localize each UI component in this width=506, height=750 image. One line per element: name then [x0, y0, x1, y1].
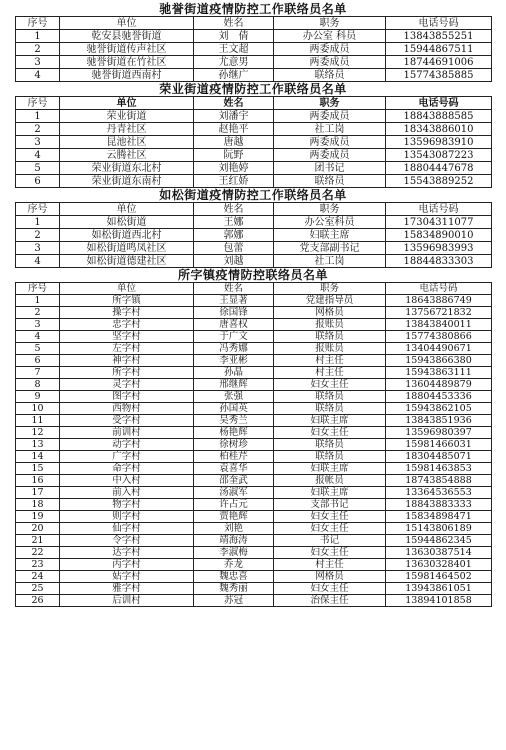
- cell-name: 刘艳: [194, 523, 274, 535]
- cell-phone: 15774380866: [386, 331, 492, 343]
- table-row: [16, 69, 492, 82]
- cell-index: 11: [16, 415, 60, 427]
- cell-position: 社工岗: [274, 123, 386, 136]
- header-name: 姓名: [194, 17, 274, 30]
- cell-index: 2: [16, 43, 60, 56]
- header-unit: 单位: [60, 97, 194, 110]
- cell-phone: 15774385885: [386, 69, 492, 82]
- cell-name: 魏忠喜: [194, 571, 274, 583]
- header-position: 职务: [274, 283, 386, 295]
- table-header-row: [16, 283, 492, 295]
- cell-position: 团书记: [274, 162, 386, 175]
- header-name: 姓名: [194, 97, 274, 110]
- cell-position: 报帐员: [274, 475, 386, 487]
- cell-unit: 受字村: [60, 415, 194, 427]
- cell-position: 联络员: [274, 69, 386, 82]
- cell-name: 王娜: [194, 216, 274, 229]
- table-row: [16, 149, 492, 162]
- table-row: [16, 43, 492, 56]
- cell-index: 8: [16, 379, 60, 391]
- cell-name: 徐树珍: [194, 439, 274, 451]
- cell-unit: 荣业街道东北村: [60, 162, 194, 175]
- cell-index: 18: [16, 499, 60, 511]
- contact-table-rongye: [15, 96, 492, 188]
- table-row: [16, 523, 492, 535]
- suozi-table-body: [16, 295, 492, 607]
- cell-unit: 驰誉街道传声社区: [60, 43, 194, 56]
- cell-name: 孙国英: [194, 403, 274, 415]
- cell-position: 妇女主任: [274, 547, 386, 559]
- cell-name: 赵艳平: [194, 123, 274, 136]
- cell-position: 妇联主席: [274, 229, 386, 242]
- cell-unit: 驰誉街道西南村: [60, 69, 194, 82]
- cell-unit: 左字村: [60, 343, 194, 355]
- cell-phone: 15143806189: [386, 523, 492, 535]
- cell-index: 17: [16, 487, 60, 499]
- table-row: [16, 242, 492, 255]
- cell-index: 2: [16, 123, 60, 136]
- cell-position: 两委成员: [274, 136, 386, 149]
- cell-phone: 13596983910: [386, 136, 492, 149]
- cell-index: 2: [16, 229, 60, 242]
- cell-index: 6: [16, 355, 60, 367]
- table-header-row: [16, 17, 492, 30]
- cell-position: 妇女主任: [274, 583, 386, 595]
- cell-name: 许占元: [194, 499, 274, 511]
- cell-unit: 命字村: [60, 463, 194, 475]
- cell-index: 10: [16, 403, 60, 415]
- contact-table-rusong: [15, 202, 492, 268]
- cell-index: 12: [16, 427, 60, 439]
- cell-unit: 驰誉街道在竹社区: [60, 56, 194, 69]
- cell-index: 1: [16, 216, 60, 229]
- cell-phone: 13630387514: [386, 547, 492, 559]
- cell-phone: 15944862345: [386, 535, 492, 547]
- header-position: 职务: [274, 97, 386, 110]
- cell-phone: 13843855251: [386, 30, 492, 43]
- cell-position: 联络员: [274, 439, 386, 451]
- cell-index: 15: [16, 463, 60, 475]
- cell-unit: 坚字村: [60, 331, 194, 343]
- header-phone: 电话号码: [386, 283, 492, 295]
- cell-phone: 18304485071: [386, 451, 492, 463]
- cell-index: 26: [16, 595, 60, 607]
- cell-position: 妇女主任: [274, 523, 386, 535]
- cell-position: 两委成员: [274, 56, 386, 69]
- cell-index: 21: [16, 535, 60, 547]
- cell-index: 6: [16, 175, 60, 188]
- header-index: 序号: [16, 283, 60, 295]
- cell-phone: 18843888585: [386, 110, 492, 123]
- cell-position: 网格员: [274, 571, 386, 583]
- cell-unit: 昆池社区: [60, 136, 194, 149]
- cell-name: 靖海涛: [194, 535, 274, 547]
- cell-position: 两委成员: [274, 110, 386, 123]
- cell-position: 联络员: [274, 391, 386, 403]
- cell-phone: 13604489879: [386, 379, 492, 391]
- cell-unit: 乾安县驰誉街道: [60, 30, 194, 43]
- cell-name: 刘艳婷: [194, 162, 274, 175]
- table-row: [16, 295, 492, 307]
- cell-index: 4: [16, 331, 60, 343]
- cell-name: 汤淑军: [194, 487, 274, 499]
- cell-phone: 13596983993: [386, 242, 492, 255]
- cell-phone: 15981466031: [386, 439, 492, 451]
- cell-phone: 18643886749: [386, 295, 492, 307]
- cell-index: 4: [16, 255, 60, 268]
- cell-name: 孙继广: [194, 69, 274, 82]
- table-header-row: [16, 97, 492, 110]
- header-unit: 单位: [60, 283, 194, 295]
- cell-name: 袁喜华: [194, 463, 274, 475]
- cell-index: 14: [16, 451, 60, 463]
- cell-name: 刘 倩: [194, 30, 274, 43]
- cell-phone: 13843851936: [386, 415, 492, 427]
- cell-phone: 15834890010: [386, 229, 492, 242]
- table-row: [16, 595, 492, 607]
- table-row: [16, 499, 492, 511]
- cell-name: 唐喜权: [194, 319, 274, 331]
- cell-index: 3: [16, 136, 60, 149]
- header-phone: 电话号码: [386, 17, 492, 30]
- cell-position: 村主任: [274, 355, 386, 367]
- cell-position: 两委成员: [274, 149, 386, 162]
- table-row: [16, 123, 492, 136]
- header-index: 序号: [16, 97, 60, 110]
- cell-position: 网格员: [274, 307, 386, 319]
- section-title-suozi: 所字镇疫情防控联络员名单: [177, 268, 328, 282]
- cell-unit: 雅字村: [60, 583, 194, 595]
- cell-name: 冯秀娜: [194, 343, 274, 355]
- cell-unit: 忠字村: [60, 319, 194, 331]
- cell-phone: 13756721832: [386, 307, 492, 319]
- cell-unit: 令字村: [60, 535, 194, 547]
- cell-index: 1: [16, 30, 60, 43]
- cell-index: 3: [16, 242, 60, 255]
- cell-phone: 13843840011: [386, 319, 492, 331]
- cell-unit: 达字村: [60, 547, 194, 559]
- contact-table-suozi: [15, 282, 492, 607]
- header-index: 序号: [16, 17, 60, 30]
- cell-unit: 如松街道西北村: [60, 229, 194, 242]
- cell-unit: 如松街道德建社区: [60, 255, 194, 268]
- cell-index: 24: [16, 571, 60, 583]
- table-row: [16, 451, 492, 463]
- cell-unit: 如松街道鸣凤社区: [60, 242, 194, 255]
- cell-unit: 物字村: [60, 499, 194, 511]
- cell-phone: 18343886010: [386, 123, 492, 136]
- cell-name: 邵奎武: [194, 475, 274, 487]
- cell-name: 李淑梅: [194, 547, 274, 559]
- table-header-row: [16, 203, 492, 216]
- cell-phone: 18844833303: [386, 255, 492, 268]
- table-row: [16, 136, 492, 149]
- cell-name: 孙晶: [194, 367, 274, 379]
- cell-position: 联络员: [274, 331, 386, 343]
- cell-index: 5: [16, 343, 60, 355]
- cell-unit: 前入村: [60, 487, 194, 499]
- cell-unit: 操字村: [60, 307, 194, 319]
- cell-position: 妇联主席: [274, 415, 386, 427]
- cell-position: 两委成员: [274, 43, 386, 56]
- cell-index: 22: [16, 547, 60, 559]
- cell-unit: 动字村: [60, 439, 194, 451]
- cell-phone: 18804447678: [386, 162, 492, 175]
- cell-index: 4: [16, 69, 60, 82]
- cell-phone: 13404490671: [386, 343, 492, 355]
- cell-position: 社工岗: [274, 255, 386, 268]
- cell-name: 刘潘宇: [194, 110, 274, 123]
- cell-position: 治保主任: [274, 595, 386, 607]
- cell-name: 杨艳辉: [194, 427, 274, 439]
- cell-name: 唐越: [194, 136, 274, 149]
- cell-phone: 15944867511: [386, 43, 492, 56]
- cell-name: 徐国锋: [194, 307, 274, 319]
- cell-index: 4: [16, 149, 60, 162]
- table-row: [16, 379, 492, 391]
- cell-unit: 前训村: [60, 427, 194, 439]
- table-row: [16, 571, 492, 583]
- table-row: [16, 30, 492, 43]
- cell-name: 于广文: [194, 331, 274, 343]
- section-title-rusong: 如松街道疫情防控工作联络员名单: [159, 188, 347, 202]
- cell-index: 3: [16, 56, 60, 69]
- cell-position: 妇女主任: [274, 427, 386, 439]
- table-row: [16, 487, 492, 499]
- table-row: [16, 475, 492, 487]
- cell-name: 吴秀兰: [194, 415, 274, 427]
- cell-index: 7: [16, 367, 60, 379]
- cell-unit: 丹青社区: [60, 123, 194, 136]
- cell-index: 25: [16, 583, 60, 595]
- table-row: [16, 175, 492, 188]
- cell-position: 联络员: [274, 403, 386, 415]
- cell-position: 联络员: [274, 175, 386, 188]
- table-row: [16, 547, 492, 559]
- cell-phone: 15543889252: [386, 175, 492, 188]
- table-row: [16, 331, 492, 343]
- cell-name: 魏秀丽: [194, 583, 274, 595]
- cell-name: 郭娜: [194, 229, 274, 242]
- cell-phone: 15943862105: [386, 403, 492, 415]
- table-row: [16, 439, 492, 451]
- table-row: [16, 427, 492, 439]
- header-index: 序号: [16, 203, 60, 216]
- table-row: [16, 319, 492, 331]
- header-position: 职务: [274, 203, 386, 216]
- cell-phone: 13894101858: [386, 595, 492, 607]
- cell-index: 19: [16, 511, 60, 523]
- section-title-rongye: 荣业街道疫情防控工作联络员名单: [159, 82, 347, 96]
- table-row: [16, 216, 492, 229]
- cell-phone: 13364536553: [386, 487, 492, 499]
- cell-phone: 13943861051: [386, 583, 492, 595]
- cell-phone: 18804453336: [386, 391, 492, 403]
- table-row: [16, 535, 492, 547]
- cell-unit: 姑字村: [60, 571, 194, 583]
- header-position: 职务: [274, 17, 386, 30]
- cell-name: 乔龙: [194, 559, 274, 571]
- cell-position: 党建指导员: [274, 295, 386, 307]
- cell-phone: 13596980397: [386, 427, 492, 439]
- cell-name: 包蕾: [194, 242, 274, 255]
- cell-position: 支部书记: [274, 499, 386, 511]
- cell-position: 妇联主席: [274, 463, 386, 475]
- cell-unit: 仙字村: [60, 523, 194, 535]
- cell-name: 王显著: [194, 295, 274, 307]
- cell-unit: 所字镇: [60, 295, 194, 307]
- cell-unit: 灵字村: [60, 379, 194, 391]
- cell-phone: 18743854888: [386, 475, 492, 487]
- cell-position: 妇联主席: [274, 487, 386, 499]
- cell-position: 报账员: [274, 343, 386, 355]
- table-row: [16, 583, 492, 595]
- cell-unit: 则字村: [60, 511, 194, 523]
- header-name: 姓名: [194, 203, 274, 216]
- header-phone: 电话号码: [386, 97, 492, 110]
- table-row: [16, 559, 492, 571]
- table-row: [16, 229, 492, 242]
- cell-position: 村主任: [274, 367, 386, 379]
- cell-index: 2: [16, 307, 60, 319]
- cell-name: 贾艳辉: [194, 511, 274, 523]
- cell-index: 5: [16, 162, 60, 175]
- table-row: [16, 355, 492, 367]
- cell-unit: 荣业街道东南村: [60, 175, 194, 188]
- table-row: [16, 511, 492, 523]
- cell-position: 报账员: [274, 319, 386, 331]
- cell-unit: 图字村: [60, 391, 194, 403]
- cell-unit: 西物村: [60, 403, 194, 415]
- cell-index: 20: [16, 523, 60, 535]
- cell-phone: 15834898471: [386, 511, 492, 523]
- table-row: [16, 307, 492, 319]
- table-row: [16, 403, 492, 415]
- cell-position: 党支部副书记: [274, 242, 386, 255]
- header-unit: 单位: [60, 17, 194, 30]
- cell-unit: 如松街道: [60, 216, 194, 229]
- cell-name: 邢继辉: [194, 379, 274, 391]
- cell-phone: 18843883333: [386, 499, 492, 511]
- cell-position: 办公室科员: [274, 216, 386, 229]
- cell-name: 刘越: [194, 255, 274, 268]
- cell-phone: 15981464502: [386, 571, 492, 583]
- cell-index: 16: [16, 475, 60, 487]
- header-name: 姓名: [194, 283, 274, 295]
- cell-phone: 18744691006: [386, 56, 492, 69]
- cell-phone: 15981463853: [386, 463, 492, 475]
- cell-index: 13: [16, 439, 60, 451]
- cell-index: 23: [16, 559, 60, 571]
- cell-name: 李亚彬: [194, 355, 274, 367]
- header-phone: 电话号码: [386, 203, 492, 216]
- cell-unit: 丙字村: [60, 559, 194, 571]
- cell-position: 书记: [274, 535, 386, 547]
- cell-unit: 广字村: [60, 451, 194, 463]
- cell-phone: 15943863111: [386, 367, 492, 379]
- cell-unit: 后训村: [60, 595, 194, 607]
- cell-index: 1: [16, 110, 60, 123]
- document-page: [0, 2, 506, 750]
- cell-unit: 神字村: [60, 355, 194, 367]
- cell-index: 9: [16, 391, 60, 403]
- cell-index: 1: [16, 295, 60, 307]
- cell-index: 3: [16, 319, 60, 331]
- cell-name: 尤意男: [194, 56, 274, 69]
- cell-position: 妇女主任: [274, 511, 386, 523]
- cell-phone: 17304311077: [386, 216, 492, 229]
- table-row: [16, 162, 492, 175]
- cell-unit: 所字村: [60, 367, 194, 379]
- cell-phone: 15943866380: [386, 355, 492, 367]
- cell-position: 办公室 科员: [274, 30, 386, 43]
- cell-position: 联络员: [274, 451, 386, 463]
- table-row: [16, 343, 492, 355]
- cell-phone: 13630328401: [386, 559, 492, 571]
- table-row: [16, 463, 492, 475]
- table-row: [16, 367, 492, 379]
- cell-phone: 13543087223: [386, 149, 492, 162]
- table-row: [16, 56, 492, 69]
- cell-name: 苏冠: [194, 595, 274, 607]
- cell-name: 张强: [194, 391, 274, 403]
- cell-unit: 荣业街道: [60, 110, 194, 123]
- cell-unit: 云腾社区: [60, 149, 194, 162]
- cell-name: 阮野: [194, 149, 274, 162]
- table-row: [16, 255, 492, 268]
- table-row: [16, 391, 492, 403]
- contact-table-chiyu: [15, 16, 492, 82]
- cell-position: 妇女主任: [274, 379, 386, 391]
- section-title-chiyu: 驰誉街道疫情防控工作联络员名单: [159, 2, 347, 16]
- cell-position: 村主任: [274, 559, 386, 571]
- cell-name: 王红娇: [194, 175, 274, 188]
- header-unit: 单位: [60, 203, 194, 216]
- table-row: [16, 110, 492, 123]
- cell-name: 王文超: [194, 43, 274, 56]
- cell-name: 柏桂芹: [194, 451, 274, 463]
- table-row: [16, 415, 492, 427]
- cell-unit: 中入村: [60, 475, 194, 487]
